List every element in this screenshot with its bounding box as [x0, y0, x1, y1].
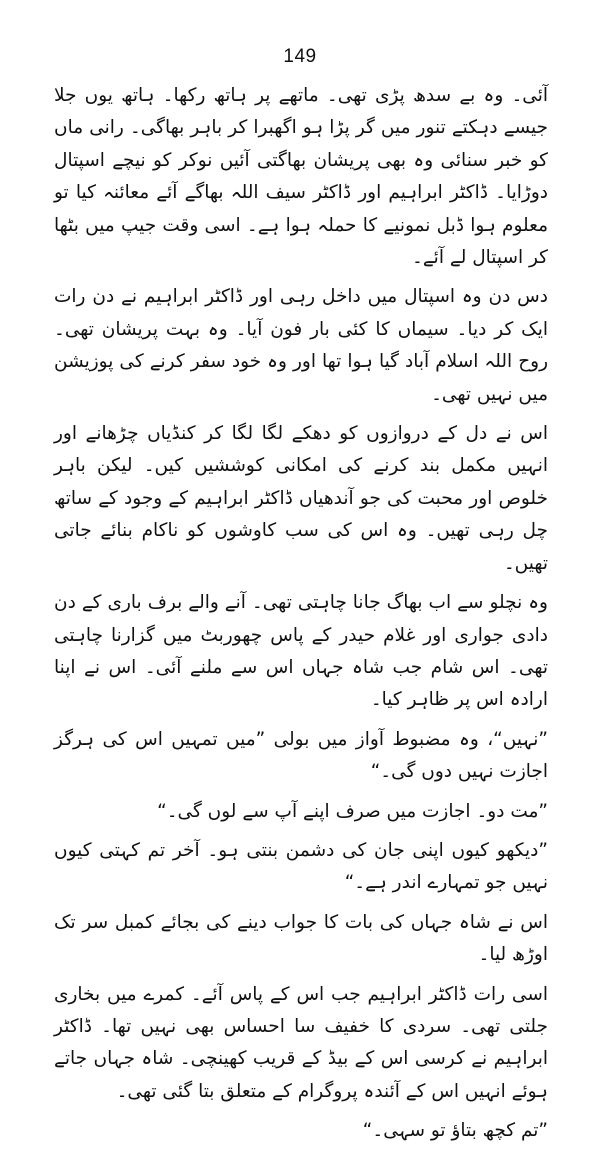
dialogue-line: ”تم کچھ بتاؤ تو سہی۔“ — [362, 1120, 548, 1142]
paragraph: آئی۔ وہ بے سدھ پڑی تھی۔ ماتھے پر ہاتھ رکھا۔ ہاتھ یوں جلا جیسے دہکتے تنور میں گر پڑا ہو اگھبرا کر باہر بھاگی۔ رانی ماں کو خبر سنائی وہ بھی پریشان بھاگتی آئیں نوکر کو نیچے اسپتال دوڑایا۔ ڈاکٹر ابراہیم اور ڈاکٹر سیف اللہ بھاگے آئے معائنہ کیا تو معلوم ہوا ڈبل نمونیے کا حملہ ہوا ہے۔ اسی وقت جیپ میں بٹھا کر اسپتال لے آئے۔ — [54, 85, 548, 269]
dialogue-line: ”دیکھو کیوں اپنی جان کی دشمن بنتی ہو۔ آخر تم کہتی کیوں نہیں جو تمہارے اندر ہے۔“ — [54, 839, 548, 894]
paragraph: اس نے دل کے دروازوں کو دھکے لگا لگا کر کنڈیاں چڑھانے اور انہیں مکمل بند کرنے کی امکانی کوششیں کیں۔ لیکن باہر خلوص اور محبت کی جو آندھیاں ڈاکٹر ابراہیم کے وجود کے ساتھ چل رہی تھیں۔ وہ اس کی سب کاوشوں کو ناکام بنائے جاتی تھیں۔ — [54, 423, 548, 574]
paragraph: وہ نچلو سے اب بھاگ جانا چاہتی تھی۔ آنے والے برف باری کے دن دادی جواری اور غلام حیدر کے پاس چھوربٹ میں گزارنا چاہتی تھی۔ اس شام جب شاہ جہاں اس سے ملنے آئی۔ اس نے اپنا ارادہ اس پر ظاہر کیا۔ — [54, 592, 548, 711]
paragraph: اس نے شاہ جہاں کی بات کا جواب دینے کی بجائے کمبل سر تک اوڑھ لیا۔ — [54, 911, 548, 966]
page-number: 149 — [283, 46, 317, 67]
paragraph: اسی رات ڈاکٹر ابراہیم جب اس کے پاس آئے۔ کمرے میں بخاری جلتی تھی۔ سردی کا خفیف سا احساس بھی نہیں تھا۔ ڈاکٹر ابراہیم نے کرسی اس کے بیڈ کے قریب کھینچی۔ شاہ جہاں جاتے ہوئے انہیں اس کے آئندہ پروگرام کے متعلق بتا گئی تھی۔ — [54, 983, 548, 1102]
paragraph: دس دن وہ اسپتال میں داخل رہی اور ڈاکٹر ابراہیم نے دن رات ایک کر دیا۔ سیماں کا کئی بار فون آیا۔ وہ بہت پریشان تھی۔ روح اللہ اسلام آباد گیا ہوا تھا اور وہ خود سفر کرنے کی پوزیشن میں نہیں تھی۔ — [54, 286, 548, 405]
dialogue-line: ”مت دو۔ اجازت میں صرف اپنے آپ سے لوں گی۔“ — [157, 800, 548, 822]
dialogue-line: ”نہیں“، وہ مضبوط آواز میں بولی ”میں تمہیں اس کی ہرگز اجازت نہیں دوں گی۔“ — [54, 728, 548, 783]
body-text — [54, 80, 548, 1155]
